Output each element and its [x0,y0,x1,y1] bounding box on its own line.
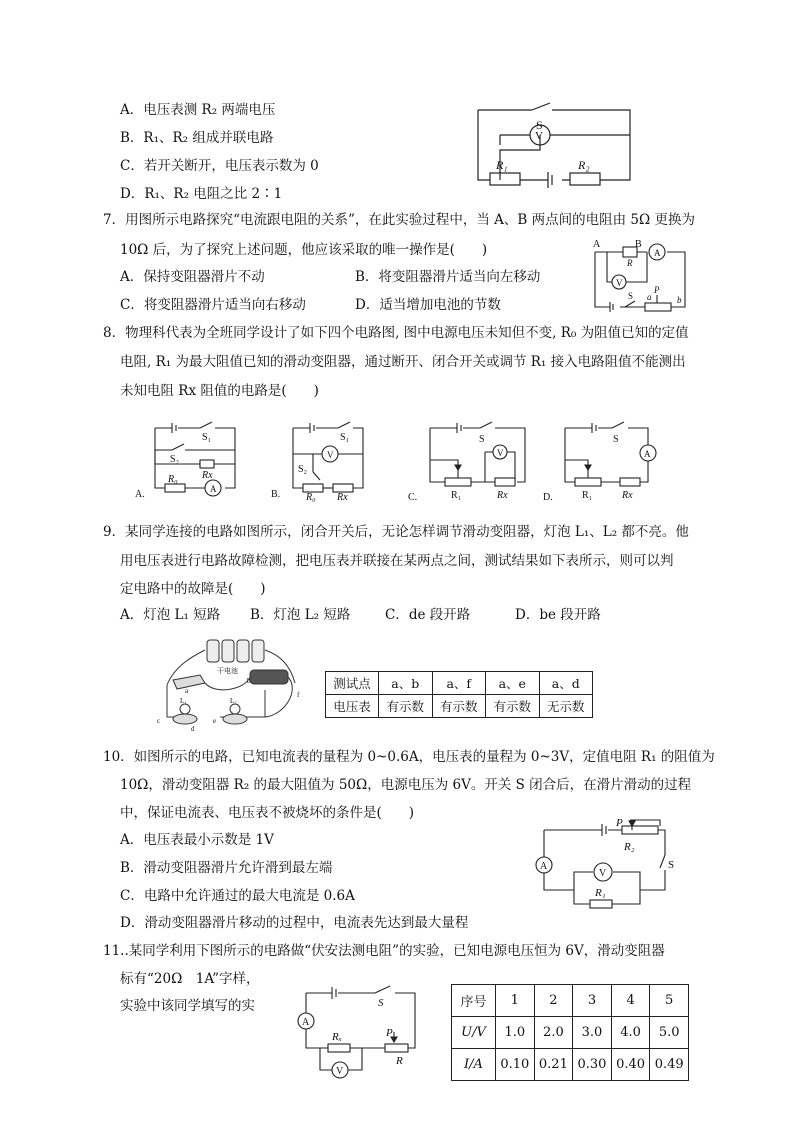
q10-option-d: D．滑动变阻器滑片移动的过程中，电流表先达到最大量程 [120,915,469,931]
table-row [326,695,593,718]
q9-photo-d: d [191,725,195,733]
q8-circuit-b [268,420,378,503]
table-cell: 有示数 [432,695,486,718]
q8b-v: V [327,450,334,460]
q7-option-d: D．适当增加电池的节数 [355,297,501,313]
table-cell: 测试点 [326,672,379,695]
q10-option-c: C．电路中允许通过的最大电流是 0.6A [120,888,355,904]
table-cell: 1 [496,985,535,1017]
q11-fig-s: S [378,997,384,1009]
q8d-ammeter: A [644,449,651,459]
table-cell: 3 [573,985,612,1017]
q8c-rx: Rx [497,490,508,501]
q9-photo-battery: 干电池 [217,667,238,675]
q11-fig-ammeter: A [302,1017,310,1028]
table-cell: a、b [379,672,433,695]
q7-fig-s: S [628,291,634,301]
q8a-s2: S₂ [170,454,180,465]
q6-option-c: C．若开关断开，电压表示数为 0 [120,158,319,174]
q6-fig-r1: R₁ [496,158,508,172]
table-cell: 0.10 [496,1049,535,1081]
q10-fig-r1: R₁ [595,887,606,899]
table-cell: 0.49 [650,1049,689,1081]
q8d-s: S [613,434,619,445]
q7-stem-2: 10Ω 后，为了探究上述问题，他应该采取的唯一操作是( ) [120,242,488,258]
q9-circuit-photo [155,635,315,735]
table-cell: I/A [452,1049,496,1081]
q8b-label: B. [271,489,281,500]
q10-option-b: B．滑动变阻器滑片允许滑到最左端 [120,860,333,876]
table-row [452,1049,689,1081]
q9-photo-a: a [185,687,189,695]
q10-fig-p: P [616,817,623,829]
q6-fig-s: S [536,118,543,132]
q7-fig-a: A [593,239,601,250]
table-cell: a、f [432,672,486,695]
q8a-s1: S₁ [202,432,212,443]
table-cell: 4.0 [611,1017,650,1049]
q9-stem-3: 定电路中的故障是( ) [120,581,266,597]
q11-stem-2: 标有“20Ω 1A”字样， [120,971,260,987]
table-cell: 2 [534,985,573,1017]
q7-fig-ammeter: A [654,248,661,258]
q9-photo-c: c [157,717,161,725]
table-cell: 1.0 [496,1017,535,1049]
q11-circuit-diagram [290,978,425,1083]
q10-option-a: A．电压表最小示数是 1V [120,832,274,848]
q8-circuit-c [405,420,535,502]
q6-option-d: D．R₁、R₂ 电阻之比 2∶1 [120,186,283,202]
q11-fig-r: R [396,1055,403,1067]
q8c-r1: R₁ [451,490,462,501]
q7-fig-v: V [616,278,623,288]
q7-fig-r: R [627,258,633,268]
table-cell: 0.40 [611,1049,650,1081]
q7-stem-1: 7．用图所示电路探究“电流跟电阻的关系”，在此实验过程中，当 A、B 两点间的电阻由 5Ω 更换为 [103,212,696,228]
table-cell: 序号 [452,985,496,1017]
q10-fig-ammeter: A [540,861,548,872]
table-cell: 2.0 [534,1017,573,1049]
q11-fig-rx: Rₓ [332,1031,342,1043]
q9-photo-l1: L₁ [180,697,187,705]
q11-data-table [451,984,689,1081]
q8a-label: A. [135,489,145,500]
q8b-s1: S₁ [340,432,350,443]
q11-stem-3: 实验中该同学填写的实 [120,998,255,1014]
q8-stem-3: 未知电阻 Rx 阻值的电路是( ) [120,383,319,399]
q8c-s: S [479,434,485,445]
q9-option-b: B．灯泡 L₂ 短路 [250,607,351,623]
q8d-rx: Rx [622,490,633,501]
table-cell: 4 [611,985,650,1017]
q8a-ammeter: A [210,484,217,494]
table-cell: 有示数 [486,695,540,718]
q7-fig-p: P [654,285,660,295]
table-cell: U/V [452,1017,496,1049]
q7-option-b: B．将变阻器滑片适当向左移动 [355,269,541,285]
q9-option-d: D．be 段开路 [515,607,601,623]
q8-circuit-d [540,420,670,502]
q10-fig-v: V [599,868,607,879]
table-row [452,1017,689,1049]
q9-photo-f: f [297,691,300,699]
q8a-rx: Rx [202,470,213,481]
q7-option-a: A．保持变阻器滑片不动 [120,269,265,285]
q9-photo-l2: L₂ [230,697,237,705]
q7-fig-b: B [635,239,642,250]
q10-stem-3: 中，保证电流表、电压表不被烧坏的条件是( ) [120,805,415,821]
q10-stem-1: 10．如图所示的电路，已知电流表的量程为 0~0.6A，电压表的量程为 0~3V，定值电阻 R₁ 的阻值为 [103,749,715,765]
q7-fig-a-end: a [647,292,652,302]
q8b-r0: R₀ [306,492,316,503]
q8-stem-1: 8．物理科代表为全班同学设计了如下四个电路图, 图中电源电压未知但不变, R₀ 为阻值已知的定值 [103,325,689,341]
q10-stem-2: 10Ω，滑动变阻器 R₂ 的最大阻值为 50Ω，电源电压为 6V。开关 S 闭合后，在滑片滑动的过程 [120,777,692,793]
table-cell: 有示数 [379,695,433,718]
q10-circuit-diagram [530,817,680,915]
table-cell: 电压表 [326,695,379,718]
table-cell: 0.30 [573,1049,612,1081]
q7-circuit-diagram [585,237,695,315]
q9-stem-2: 用电压表进行电路故障检测，把电压表并联接在某两点之间，测试结果如下表所示，则可以判 [120,553,674,569]
q8c-label: C. [408,492,418,503]
table-cell: 0.21 [534,1049,573,1081]
table-cell: 5 [650,985,689,1017]
q6-fig-r2: R₂ [578,158,590,172]
q9-photo-b: b [247,677,251,685]
q8b-rx: Rx [337,492,348,503]
q10-fig-r2: R₂ [624,841,635,853]
q10-fig-s: S [668,859,675,871]
q8d-r1: R₁ [582,490,593,501]
table-row [326,672,593,695]
table-cell: 无示数 [539,695,593,718]
q6-fig-v: V [535,130,543,142]
table-cell: a、e [486,672,540,695]
q8d-label: D. [543,492,553,503]
q6-circuit-diagram [470,95,640,195]
table-cell: a、d [539,672,593,695]
table-cell: 5.0 [650,1017,689,1049]
q6-option-a: A．电压表测 R₂ 两端电压 [120,102,276,118]
q8c-v: V [497,448,504,458]
table-row [452,985,689,1017]
q8b-s2: S₂ [298,464,308,475]
q7-option-c: C．将变阻器滑片适当向右移动 [120,297,306,313]
table-cell: 3.0 [573,1017,612,1049]
q9-option-c: C．de 段开路 [385,607,471,623]
q9-option-a: A．灯泡 L₁ 短路 [120,607,221,623]
q11-stem-1: 11..某同学利用下图所示的电路做“伏安法测电阻”的实验，已知电源电压恒为 6V，滑动变阻器 [103,943,665,959]
q8-stem-2: 电阻, R₁ 为最大阻值已知的滑动变阻器，通过断开、闭合开关或调节 R₁ 接入电路阻值不能测出 [120,354,686,370]
q7-fig-b-end: b [677,295,682,305]
q8a-r0: R₀ [168,474,178,485]
q9-test-table [325,671,593,718]
q11-fig-p: P [386,1027,393,1039]
q9-photo-e: e [213,717,217,725]
q11-fig-v: V [336,1066,344,1077]
q6-option-b: B．R₁、R₂ 组成并联电路 [120,130,274,146]
q9-stem-1: 9．某同学连接的电路如图所示，闭合开关后，无论怎样调节滑动变阻器，灯泡 L₁、L₂ 都不亮。他 [103,524,689,540]
q8-circuit-a [130,420,245,500]
